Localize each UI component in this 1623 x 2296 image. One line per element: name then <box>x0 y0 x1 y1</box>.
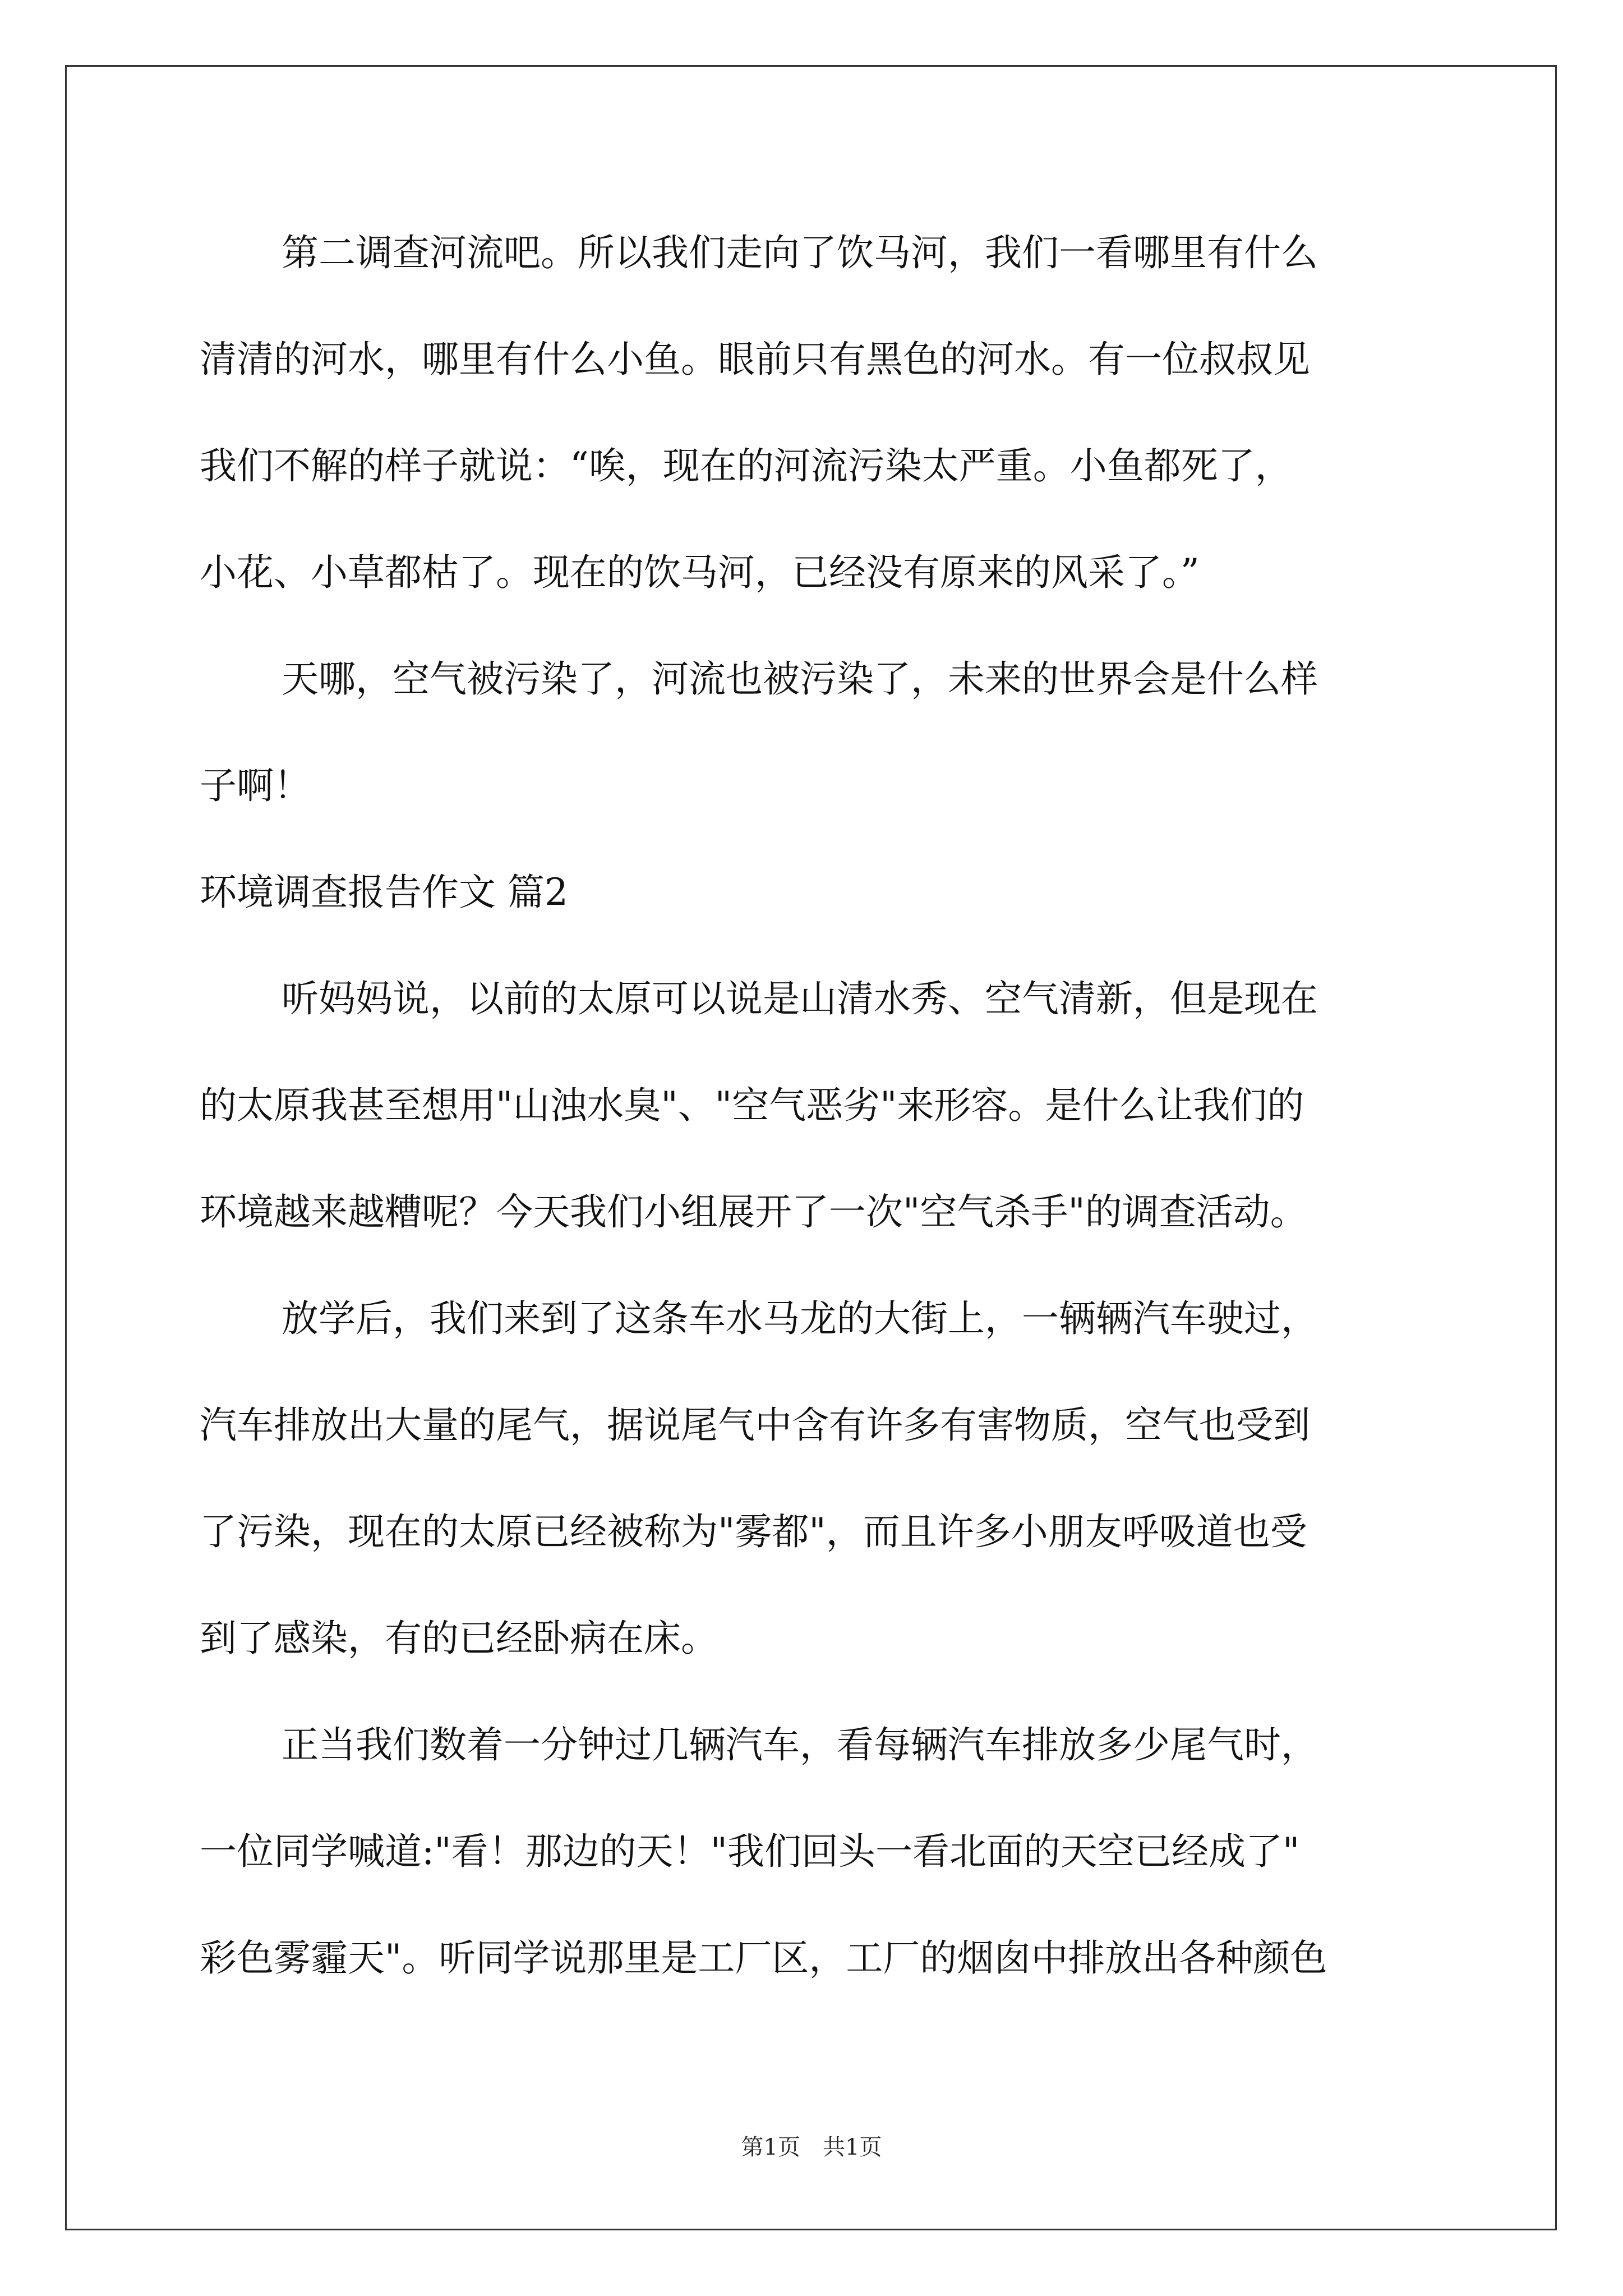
paragraph-line: 汽车排放出大量的尾气，据说尾气中含有许多有害物质，空气也受到 <box>200 1404 1310 1447</box>
page-footer: 第1页 共1页 <box>741 2134 882 2160</box>
paragraph-line: 第二调查河流吧。所以我们走向了饮马河，我们一看哪里有什么 <box>282 231 1318 274</box>
page-border <box>65 65 1557 2230</box>
paragraph-line: 彩色雾霾天"。听同学说那里是工厂区，工厂的烟囱中排放出各种颜色 <box>200 1936 1327 1980</box>
paragraph-line: 听妈妈说，以前的太原可以说是山清水秀、空气清新，但是现在 <box>282 977 1318 1020</box>
paragraph-line: 了污染，现在的太原已经被称为"雾都"，而且许多小朋友呼吸道也受 <box>200 1510 1307 1553</box>
paragraph-line: 到了感染，有的已经卧病在床。 <box>200 1617 718 1660</box>
paragraph-line: 小花、小草都枯了。现在的饮马河，已经没有原来的风采了。” <box>200 551 1200 594</box>
paragraph-line: 天哪，空气被污染了，河流也被污染了，未来的世界会是什么样 <box>282 657 1318 701</box>
paragraph-line: 环境越来越糟呢？今天我们小组展开了一次"空气杀手"的调查活动。 <box>200 1190 1307 1234</box>
paragraph-line: 我们不解的样子就说：“唉，现在的河流污染太严重。小鱼都死了， <box>200 444 1292 487</box>
section-heading: 环境调查报告作文 篇2 <box>200 871 568 914</box>
paragraph-line: 的太原我甚至想用"山浊水臭"、"空气恶劣"来形容。是什么让我们的 <box>200 1084 1304 1127</box>
paragraph-line: 放学后，我们来到了这条车水马龙的大街上，一辆辆汽车驶过， <box>282 1297 1318 1340</box>
paragraph-line: 一位同学喊道:"看！那边的天！"我们回头一看北面的天空已经成了" <box>200 1830 1300 1873</box>
paragraph-line: 清清的河水，哪里有什么小鱼。眼前只有黑色的河水。有一位叔叔见 <box>200 338 1310 381</box>
paragraph-line: 正当我们数着一分钟过几辆汽车，看每辆汽车排放多少尾气时， <box>282 1723 1318 1766</box>
paragraph-line: 子啊！ <box>200 764 311 807</box>
